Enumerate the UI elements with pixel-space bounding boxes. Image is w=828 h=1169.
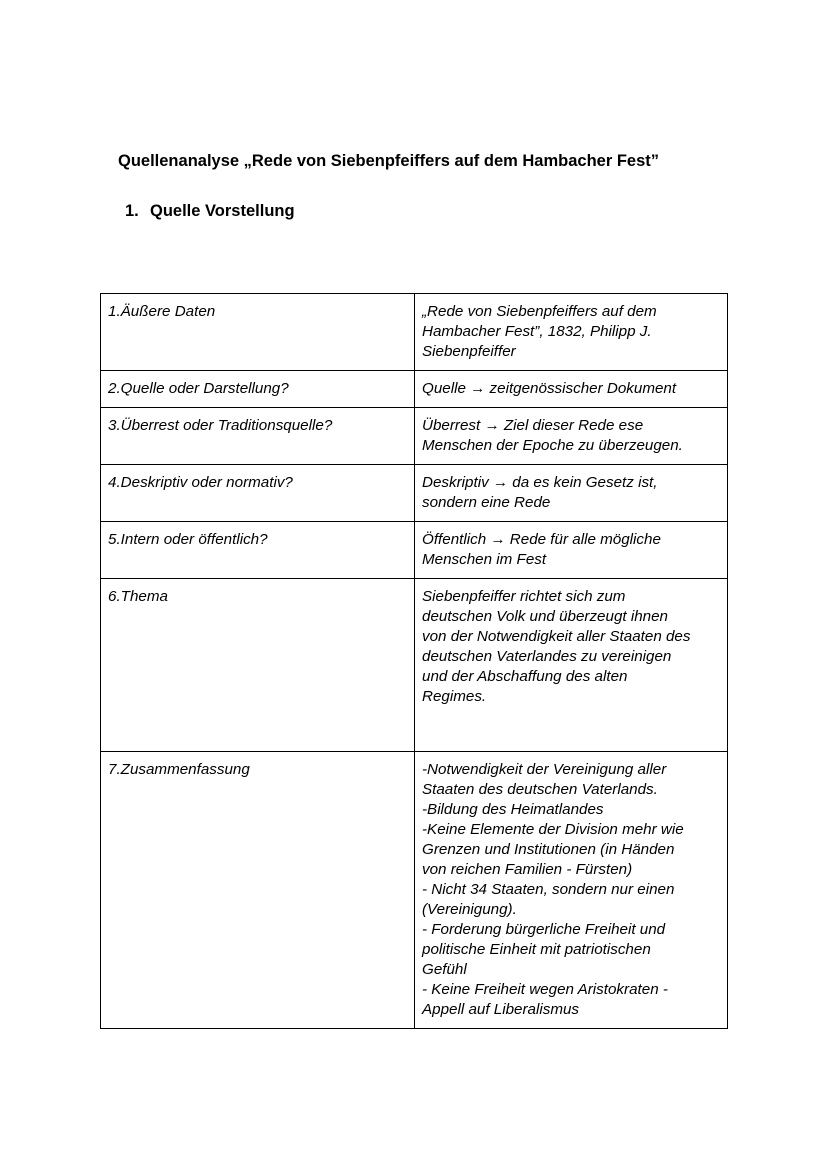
row-label-text: 5.Intern oder öffentlich?	[108, 531, 268, 548]
row-label-text: 7.Zusammenfassung	[108, 761, 250, 778]
row-value-line: Hambacher Fest”, 1832, Philipp J.	[422, 323, 652, 340]
row-value	[415, 371, 728, 408]
row-label-text: 2.Quelle oder Darstellung?	[108, 380, 289, 397]
row-label	[101, 522, 415, 579]
row-value-line: - Nicht 34 Staaten, sondern nur einen	[422, 881, 675, 898]
row-label-text: 1.Äußere Daten	[108, 303, 216, 320]
table-row	[101, 408, 728, 465]
row-value-line: Regimes.	[422, 688, 487, 705]
row-value	[415, 465, 728, 522]
row-label-text: 3.Überrest oder Traditionsquelle?	[108, 417, 333, 434]
row-value-line: politische Einheit mit patriotischen	[422, 941, 651, 958]
row-value-line: Quelle → zeitgenössischer Dokument	[422, 380, 677, 397]
analysis-table	[100, 293, 728, 1029]
row-value	[415, 579, 728, 752]
row-label	[101, 752, 415, 1029]
row-value-line: Menschen im Fest	[422, 551, 547, 568]
row-value-line: Grenzen und Institutionen (in Händen	[422, 841, 675, 858]
row-label	[101, 408, 415, 465]
row-value-line: von reichen Familien - Fürsten)	[422, 861, 633, 878]
row-value-line: Überrest → Ziel dieser Rede ese	[422, 417, 644, 434]
row-label	[101, 465, 415, 522]
table-row	[101, 465, 728, 522]
row-value-line: deutschen Volk und überzeugt ihnen	[422, 608, 668, 625]
row-value-line: Deskriptiv → da es kein Gesetz ist,	[422, 474, 658, 491]
row-label-text: 6.Thema	[108, 588, 168, 605]
section-title: Quelle Vorstellung	[150, 202, 295, 220]
row-value-line: und der Abschaffung des alten	[422, 668, 628, 685]
table-row	[101, 752, 728, 1029]
row-value-line: Öffentlich → Rede für alle mögliche	[422, 531, 661, 548]
row-value-line: - Forderung bürgerliche Freiheit und	[422, 921, 666, 938]
row-value-line: Menschen der Epoche zu überzeugen.	[422, 437, 683, 454]
row-value	[415, 294, 728, 371]
row-value-line: Staaten des deutschen Vaterlands.	[422, 781, 658, 798]
row-label	[101, 579, 415, 752]
document-title: Quellenanalyse „Rede von Siebenpfeiffers auf dem Hambacher Fest”	[118, 152, 660, 170]
row-label	[101, 371, 415, 408]
section-heading	[125, 201, 295, 221]
row-value-line: Siebenpfeiffer	[422, 343, 516, 360]
row-value	[415, 522, 728, 579]
row-value-line: von der Notwendigkeit aller Staaten des	[422, 628, 691, 645]
row-value-line: - Keine Freiheit wegen Aristokraten -	[422, 981, 668, 998]
row-value-line: „Rede von Siebenpfeiffers auf dem	[422, 303, 657, 320]
row-value-line: Siebenpfeiffer richtet sich zum	[422, 588, 626, 605]
row-value-line: Gefühl	[422, 961, 467, 978]
row-label-text: 4.Deskriptiv oder normativ?	[108, 474, 293, 491]
section-number: 1.	[125, 202, 139, 220]
row-value-line: sondern eine Rede	[422, 494, 551, 511]
row-value-line: -Bildung des Heimatlandes	[422, 801, 604, 818]
row-value-line: -Notwendigkeit der Vereinigung aller	[422, 761, 667, 778]
row-value-line: Appell auf Liberalismus	[422, 1001, 580, 1018]
row-value	[415, 752, 728, 1029]
table-row	[101, 294, 728, 371]
table-row	[101, 371, 728, 408]
table-row	[101, 522, 728, 579]
table-row	[101, 579, 728, 752]
row-value-line: (Vereinigung).	[422, 901, 517, 918]
row-value-line: -Keine Elemente der Division mehr wie	[422, 821, 684, 838]
row-value	[415, 408, 728, 465]
row-label	[101, 294, 415, 371]
row-value-line: deutschen Vaterlandes zu vereinigen	[422, 648, 672, 665]
